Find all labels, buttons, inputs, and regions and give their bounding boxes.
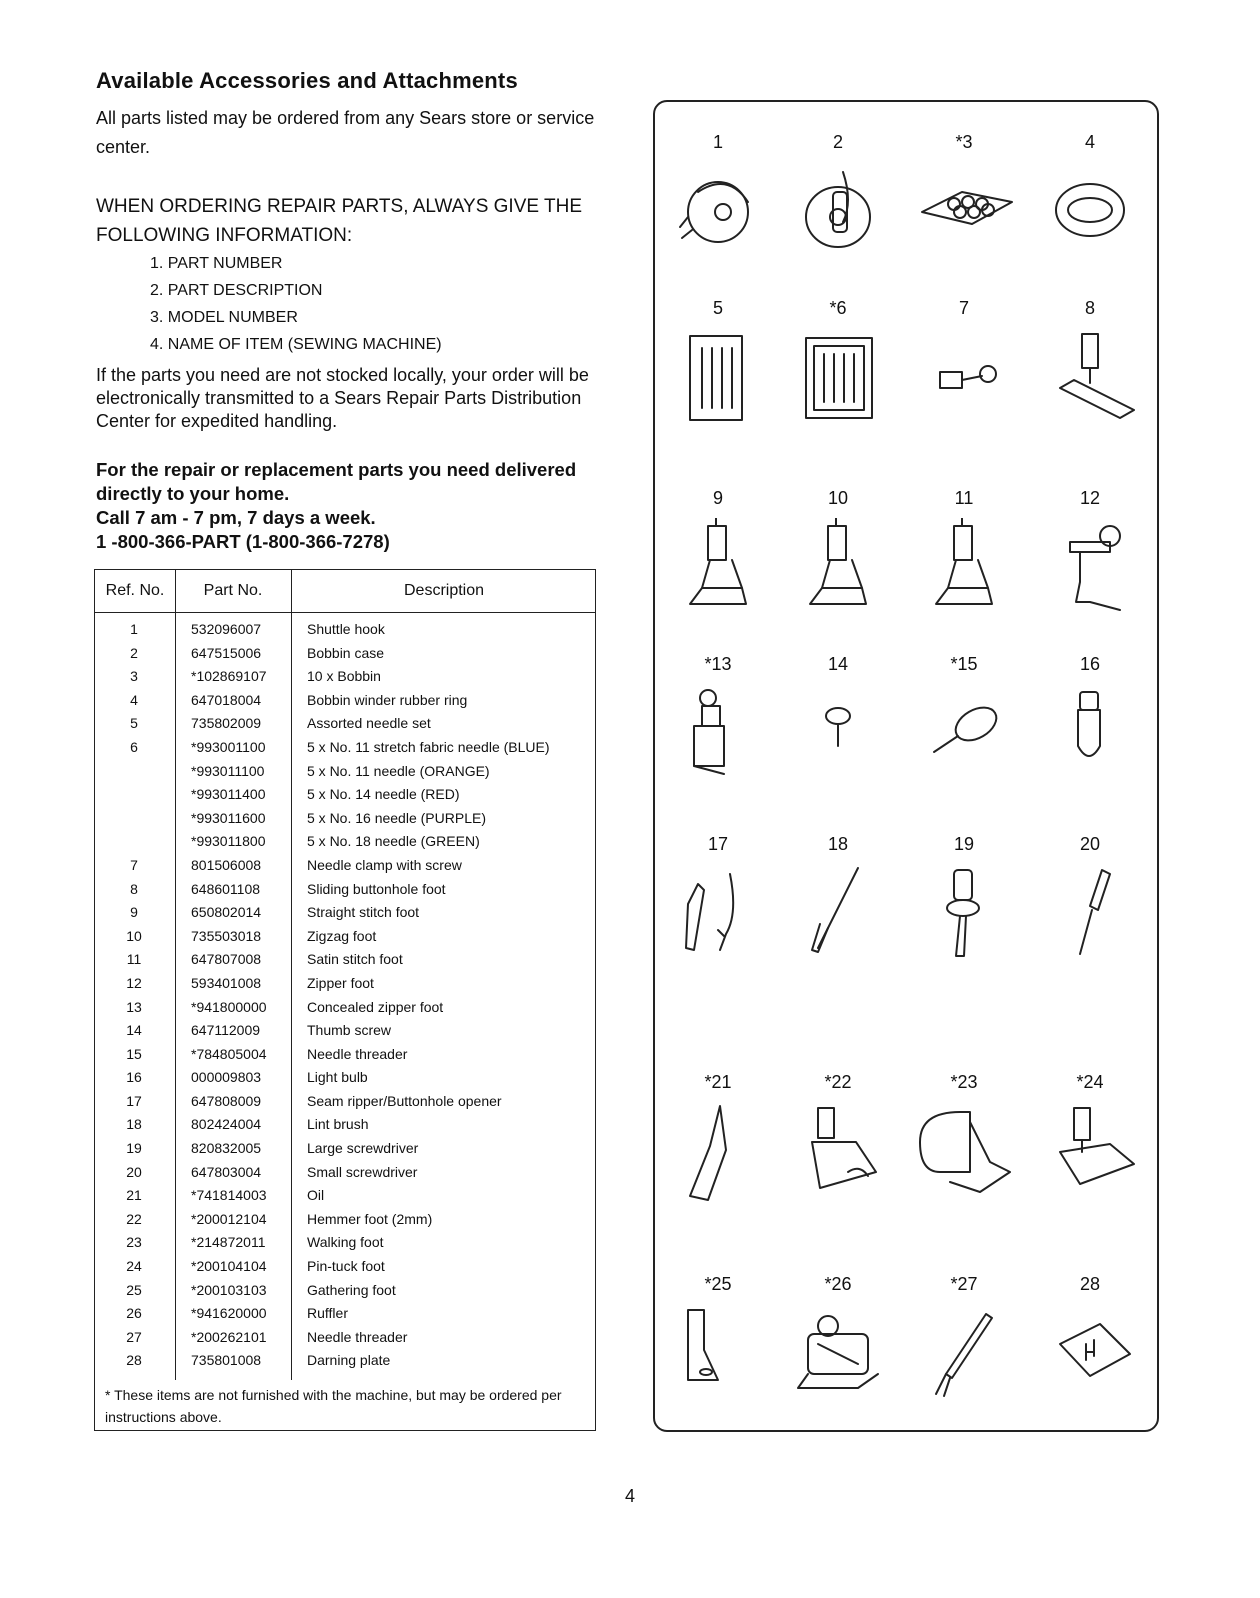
accessory-ref-label: *23: [950, 1072, 978, 1092]
order-heading: WHEN ORDERING REPAIR PARTS, ALWAYS GIVE THE FOLLOWING INFORMATION:: [96, 196, 582, 246]
table-row: [95, 1208, 595, 1232]
description-cell: 10 x Bobbin: [307, 668, 381, 685]
accessory-ref-label: 1: [712, 132, 723, 152]
accessory-ref-label: *25: [704, 1274, 732, 1294]
accessory-item: [901, 458, 1027, 638]
illustration-panel: [653, 100, 1159, 1432]
part-number-cell: 647112009: [191, 1022, 261, 1039]
intro-text: All parts listed may be ordered from any Sears store or service center.: [96, 108, 595, 157]
bobbins-icon: [914, 162, 1014, 262]
part-number-cell: 532096007: [191, 621, 262, 637]
accessory-item: [655, 1244, 781, 1424]
table-row: [95, 948, 595, 972]
lint-brush-icon: [788, 864, 888, 964]
accessory-item: [655, 624, 781, 804]
accessory-ref-label: 14: [827, 654, 849, 674]
accessory-ref-label: 9: [712, 488, 723, 508]
accessory-item: [775, 268, 901, 448]
description-cell: Pin-tuck foot: [307, 1258, 385, 1275]
stock-note: If the parts you need are not stocked locally, your order will be electronically transmitted to a Sears Repair Parts Distribution Center for expedited handling.: [96, 365, 589, 431]
description-cell: Shuttle hook: [307, 621, 385, 637]
table-body: [95, 618, 595, 1373]
zipper-foot-icon: [1040, 518, 1140, 618]
description-cell: 5 x No. 18 needle (GREEN): [307, 833, 480, 850]
description-cell: Small screwdriver: [307, 1163, 418, 1180]
ref-cell: 21: [126, 1187, 142, 1204]
seam-ripper-icon: [668, 864, 768, 964]
description-cell: Lint brush: [307, 1116, 369, 1133]
table-row: [95, 1231, 595, 1255]
accessory-ref-label: *24: [1076, 1072, 1104, 1092]
walking-foot-icon: [914, 1102, 1014, 1202]
accessory-item: [655, 458, 781, 638]
part-number-cell: 647807008: [191, 951, 262, 968]
darning-plate-icon: [1040, 1304, 1140, 1404]
part-number-cell: *214872011: [191, 1234, 266, 1251]
straight-stitch-foot-icon: [668, 518, 768, 618]
oil-icon: [668, 1102, 768, 1202]
ref-cell: 15: [126, 1045, 142, 1062]
accessory-ref-label: *15: [950, 654, 978, 674]
gathering-foot-icon: [668, 1304, 768, 1404]
accessory-ref-label: 4: [1084, 132, 1095, 152]
ref-cell: 24: [126, 1258, 142, 1275]
accessory-ref-label: *22: [824, 1072, 852, 1092]
header-ref: Ref. No.: [105, 582, 165, 599]
page-number: 4: [624, 1486, 635, 1506]
table-footnote: * These items are not furnished with the machine, but may be ordered per instructions above.: [105, 1387, 562, 1425]
table-row: [95, 618, 595, 642]
part-number-cell: 648601108: [191, 880, 261, 897]
table-row: [95, 689, 595, 713]
part-number-cell: *200103103: [191, 1281, 267, 1298]
callout-line: For the repair or replacement parts you need delivered: [96, 459, 577, 480]
part-number-cell: 593401008: [191, 974, 262, 991]
ref-cell: 22: [126, 1210, 142, 1227]
callout-phone: 1 -800-366-PART (1-800-366-7278): [96, 531, 390, 552]
accessory-item: [901, 268, 1027, 448]
description-cell: Hemmer foot (2mm): [307, 1210, 433, 1227]
ref-cell: 5: [130, 715, 138, 732]
description-cell: Darning plate: [307, 1352, 391, 1369]
description-cell: Needle threader: [307, 1045, 408, 1062]
description-cell: Needle clamp with screw: [307, 856, 462, 873]
accessory-item: [901, 624, 1027, 804]
accessory-ref-label: 12: [1079, 488, 1101, 508]
accessory-item: [1027, 1042, 1153, 1222]
accessory-ref-label: *13: [704, 654, 732, 674]
thumb-screw-icon: [788, 684, 888, 784]
accessory-ref-label: 16: [1079, 654, 1101, 674]
table-row: [95, 1090, 595, 1114]
shuttle-hook-icon: [668, 162, 768, 262]
ref-cell: 26: [126, 1305, 142, 1322]
description-cell: Thumb screw: [307, 1022, 392, 1039]
accessory-item: [1027, 624, 1153, 804]
table-row: [95, 665, 595, 689]
table-row: [95, 1019, 595, 1043]
accessory-ref-label: *6: [829, 298, 847, 318]
accessory-item: [901, 804, 1027, 984]
table-row: [95, 760, 595, 784]
part-number-cell: *993011800: [191, 833, 266, 850]
part-number-cell: 000009803: [191, 1069, 262, 1086]
accessory-item: [655, 102, 781, 282]
table-row: [95, 1113, 595, 1137]
accessory-item: [901, 1244, 1027, 1424]
parts-table: [94, 569, 596, 1431]
accessory-item: [775, 624, 901, 804]
accessory-ref-label: 5: [712, 298, 723, 318]
table-row: [95, 807, 595, 831]
table-row: [95, 901, 595, 925]
description-cell: Bobbin case: [307, 644, 385, 661]
table-row: [95, 925, 595, 949]
accessory-item: [775, 804, 901, 984]
accessory-ref-label: *27: [950, 1274, 978, 1294]
accessory-item: [775, 1244, 901, 1424]
accessory-item: [655, 1042, 781, 1222]
description-cell: Walking foot: [307, 1234, 384, 1251]
part-number-cell: *993011100: [191, 762, 265, 779]
hemmer-foot-icon: [788, 1102, 888, 1202]
description-cell: Zipper foot: [307, 974, 374, 991]
table-row: [95, 1326, 595, 1350]
part-number-cell: *993011600: [191, 809, 266, 826]
order-steps: [150, 250, 442, 358]
description-cell: 5 x No. 14 needle (RED): [307, 786, 460, 803]
order-step: 3. MODEL NUMBER: [150, 309, 298, 326]
part-number-cell: *200262101: [191, 1328, 267, 1345]
ref-cell: 2: [130, 644, 138, 661]
table-row: [95, 1279, 595, 1303]
accessory-item: [1027, 268, 1153, 448]
needle-clamp-icon: [914, 328, 1014, 428]
description-cell: Satin stitch foot: [307, 951, 403, 968]
description-cell: Gathering foot: [307, 1281, 396, 1298]
ref-cell: 1: [130, 621, 138, 637]
ruffler-icon: [788, 1304, 888, 1404]
ref-cell: 23: [126, 1234, 142, 1251]
table-row: [95, 1349, 595, 1373]
ref-cell: 10: [126, 927, 142, 944]
ref-cell: 14: [126, 1022, 142, 1039]
ref-cell: 12: [126, 974, 142, 991]
ref-cell: 4: [130, 691, 138, 708]
callout-line: Call 7 am - 7 pm, 7 days a week.: [96, 507, 376, 528]
bobbin-case-icon: [788, 162, 888, 262]
accessory-ref-label: 2: [832, 132, 843, 152]
ref-cell: 27: [126, 1328, 142, 1345]
part-number-cell: *784805004: [191, 1045, 267, 1062]
part-number-cell: 647803004: [191, 1163, 262, 1180]
part-number-cell: 802424004: [191, 1116, 262, 1133]
pin-tuck-foot-icon: [1040, 1102, 1140, 1202]
large-screwdriver-icon: [914, 864, 1014, 964]
part-number-cell: 650802014: [191, 904, 262, 921]
accessory-ref-label: 17: [707, 834, 729, 854]
ref-cell: 8: [130, 880, 138, 897]
part-number-cell: 647018004: [191, 691, 262, 708]
table-row: [95, 783, 595, 807]
zigzag-foot-icon: [788, 518, 888, 618]
callout-line: directly to your home.: [96, 483, 290, 504]
part-number-cell: 647808009: [191, 1092, 262, 1109]
part-number-cell: *993011400: [191, 786, 266, 803]
needle-threader-2-icon: [914, 1304, 1014, 1404]
table-row: [95, 1255, 595, 1279]
ref-cell: 3: [130, 668, 138, 685]
part-number-cell: 735801008: [191, 1352, 262, 1369]
ref-cell: 18: [126, 1116, 142, 1133]
accessory-item: [1027, 1244, 1153, 1424]
accessory-item: [655, 804, 781, 984]
accessory-ref-label: 10: [827, 488, 849, 508]
description-cell: 5 x No. 11 stretch fabric needle (BLUE): [307, 738, 550, 755]
part-number-cell: *941620000: [191, 1305, 267, 1322]
description-cell: Large screwdriver: [307, 1140, 419, 1157]
table-row: [95, 1161, 595, 1185]
buttonhole-foot-icon: [1040, 328, 1140, 428]
accessory-item: [901, 1042, 1027, 1222]
accessory-ref-label: 7: [958, 298, 969, 318]
accessory-ref-label: *21: [704, 1072, 732, 1092]
description-cell: Needle threader: [307, 1328, 408, 1345]
concealed-zipper-foot-icon: [668, 684, 768, 784]
order-step: 1. PART NUMBER: [150, 255, 283, 272]
ref-cell: 25: [126, 1281, 142, 1298]
table-row: [95, 1184, 595, 1208]
needle-pack-icon: [788, 328, 888, 428]
ref-cell: 17: [126, 1092, 142, 1109]
ref-cell: 7: [130, 856, 138, 873]
table-row: [95, 1137, 595, 1161]
table-row: [95, 972, 595, 996]
table-row: [95, 1066, 595, 1090]
description-cell: 5 x No. 11 needle (ORANGE): [307, 762, 490, 779]
part-number-cell: *102869107: [191, 668, 267, 685]
order-step: 2. PART DESCRIPTION: [150, 282, 323, 299]
rubber-ring-icon: [1040, 162, 1140, 262]
part-number-cell: *200104104: [191, 1258, 267, 1275]
accessory-ref-label: 8: [1084, 298, 1095, 318]
accessory-item: [1027, 804, 1153, 984]
description-cell: Oil: [307, 1187, 325, 1204]
accessory-item: [775, 1042, 901, 1222]
accessory-item: [775, 458, 901, 638]
accessory-ref-label: 19: [953, 834, 975, 854]
part-number-cell: 820832005: [191, 1140, 262, 1157]
description-cell: Light bulb: [307, 1069, 368, 1086]
accessory-item: [1027, 102, 1153, 282]
needle-threader-icon: [914, 684, 1014, 784]
description-cell: Ruffler: [307, 1305, 348, 1322]
needle-set-icon: [668, 328, 768, 428]
ref-cell: 9: [130, 904, 138, 921]
part-number-cell: *993001100: [191, 738, 266, 755]
table-row: [95, 854, 595, 878]
ref-cell: 13: [126, 998, 142, 1015]
part-number-cell: *741814003: [191, 1187, 267, 1204]
description-cell: Seam ripper/Buttonhole opener: [307, 1092, 502, 1109]
header-part: Part No.: [203, 582, 263, 599]
part-number-cell: *941800000: [191, 998, 267, 1015]
description-cell: Bobbin winder rubber ring: [307, 691, 468, 708]
table-row: [95, 642, 595, 666]
ref-cell: 28: [126, 1352, 142, 1369]
part-number-cell: 735802009: [191, 715, 262, 732]
accessory-item: [775, 102, 901, 282]
table-row: [95, 1302, 595, 1326]
description-cell: Assorted needle set: [307, 715, 431, 732]
description-cell: 5 x No. 16 needle (PURPLE): [307, 809, 486, 826]
description-cell: Concealed zipper foot: [307, 998, 444, 1015]
part-number-cell: 801506008: [191, 856, 262, 873]
part-number-cell: 647515006: [191, 644, 262, 661]
header-desc: Description: [403, 582, 485, 599]
accessory-ref-label: 18: [827, 834, 849, 854]
ref-cell: 16: [126, 1069, 142, 1086]
satin-stitch-foot-icon: [914, 518, 1014, 618]
ref-cell: 6: [130, 738, 138, 755]
header-divider: [95, 612, 595, 613]
light-bulb-icon: [1040, 684, 1140, 784]
ref-cell: 19: [126, 1140, 142, 1157]
part-number-cell: 735503018: [191, 927, 262, 944]
table-row: [95, 736, 595, 760]
description-cell: Straight stitch foot: [307, 904, 420, 921]
table-row: [95, 878, 595, 902]
table-row: [95, 712, 595, 736]
accessory-ref-label: 20: [1079, 834, 1101, 854]
ref-cell: 11: [126, 951, 142, 968]
page-title: Available Accessories and Attachments: [96, 68, 518, 93]
accessory-ref-label: 11: [954, 488, 974, 508]
accessory-item: [655, 268, 781, 448]
ref-cell: 20: [126, 1163, 142, 1180]
phone-callout: [96, 458, 626, 554]
order-step: 4. NAME OF ITEM (SEWING MACHINE): [150, 336, 442, 353]
accessory-ref-label: *3: [955, 132, 973, 152]
accessory-ref-label: 28: [1079, 1274, 1101, 1294]
accessory-item: [1027, 458, 1153, 638]
description-cell: Zigzag foot: [307, 927, 377, 944]
description-cell: Sliding buttonhole foot: [307, 880, 446, 897]
table-row: [95, 1043, 595, 1067]
table-row: [95, 996, 595, 1020]
accessory-ref-label: *26: [824, 1274, 852, 1294]
small-screwdriver-icon: [1040, 864, 1140, 964]
part-number-cell: *200012104: [191, 1210, 267, 1227]
table-row: [95, 830, 595, 854]
accessory-item: [901, 102, 1027, 282]
